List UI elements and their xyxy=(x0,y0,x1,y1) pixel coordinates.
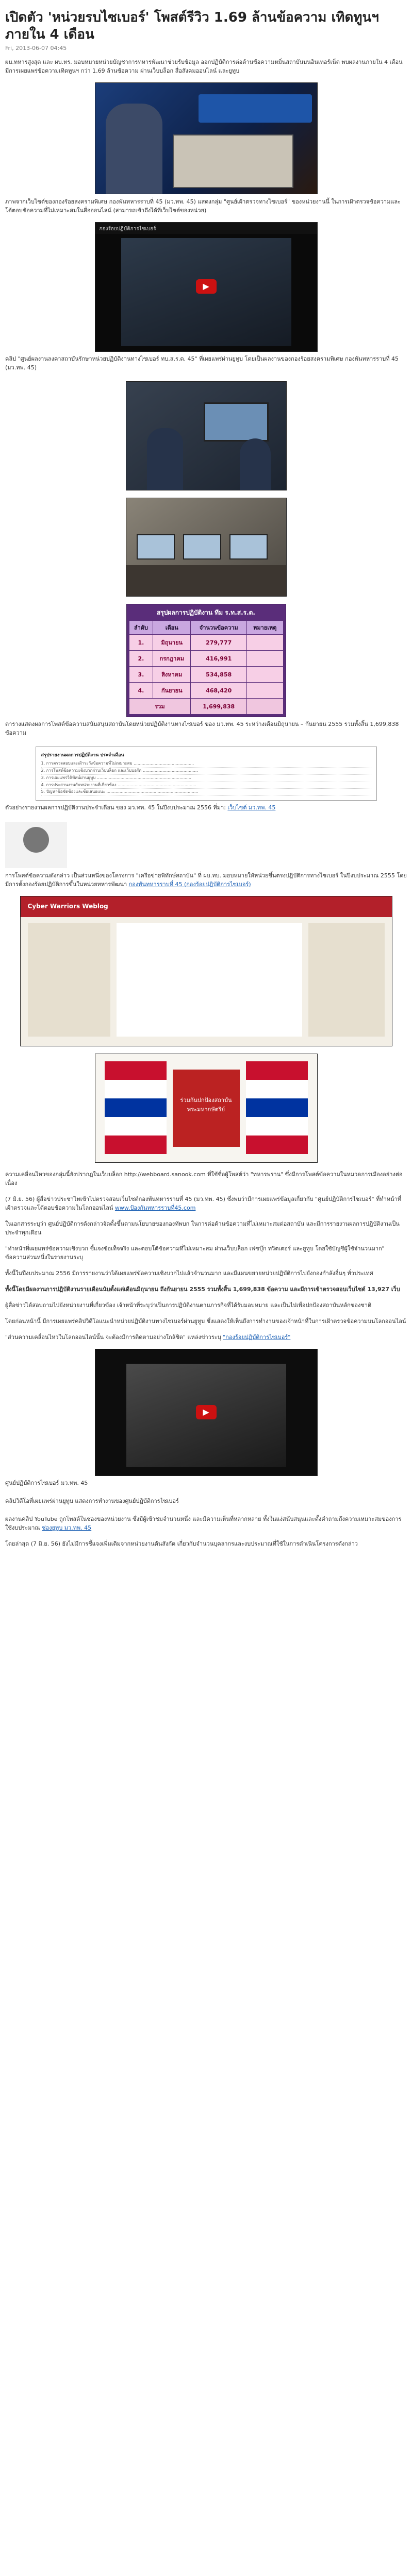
paragraph-2 xyxy=(5,871,407,889)
paragraph-4-link[interactable]: www.ป้องกันทหารราบที่45.com xyxy=(114,1204,196,1211)
caption-3 xyxy=(5,804,407,812)
doc-line: 1. การตรวจสอบและเฝ้าระวังข้อความที่ไม่เหมาะสม .............................................. xyxy=(41,760,371,768)
row-note xyxy=(247,667,283,683)
col-header: หมายเหตุ xyxy=(247,621,283,635)
row-count: 416,991 xyxy=(191,651,247,667)
monitor-screen xyxy=(173,134,293,188)
paragraph-11 xyxy=(5,1333,407,1342)
row-month: สิงหาคม xyxy=(153,667,191,683)
doc-line: 4. การประสานงานกับหน่วยงานที่เกี่ยวข้อง ............................................................ xyxy=(41,782,371,789)
video-1-title[interactable]: กองร้อยปฏิบัติการไซเบอร์ xyxy=(99,226,156,232)
col-header: จำนวนข้อความ xyxy=(191,621,247,635)
caption-3-text: ตัวอย่างรายงานผลการปฏิบัติงานประจำเดือน ของ มว.ทพ. 45 ในปีงบประมาณ 2556 ที่มา: xyxy=(5,804,226,811)
row-index: 3. xyxy=(129,667,153,683)
video-player-1[interactable] xyxy=(95,222,318,352)
paragraph-2-link[interactable]: กองพันทหารราบที่ 45 (กองร้อยปฏิบัติการไซเบอร์) xyxy=(128,880,251,888)
video-1-wrap xyxy=(5,222,407,352)
banner-image xyxy=(95,82,318,194)
paragraph-2-text: การโพสต์ข้อความดังกล่าว เป็นส่วนหนึ่งของโครงการ "เครือข่ายพิทักษ์สถาบัน" ที่ ผบ.ทบ. มอบหมายให้หน่วยขึ้นตรงปฏิบัติการทางไซเบอร์ ในปีงบประมาณ 2555 โดยมีการตั้งกองร้อยปฏิบัติการขึ้นในหน่วยทหารพัฒนา xyxy=(5,872,407,888)
photo-computer-room xyxy=(126,498,287,597)
document-wrap xyxy=(5,747,407,801)
caption-2: ตารางแสดงผลการโพสต์ข้อความสนับสนุนสถาบันโดยหน่วยปฏิบัติงานทางไซเบอร์ ของ มว.ทพ. 45 ระหว่างเดือนมิถุนายน – กันยายน 2555 รวมทั้งสิ้น 1,699,838 ข้อความ xyxy=(5,721,399,736)
video-2-title[interactable]: ศูนย์ปฏิบัติการไซเบอร์ มว.ทพ. 45 xyxy=(5,1480,88,1487)
row-note xyxy=(247,651,283,667)
row-count: 468,420 xyxy=(191,683,247,699)
weblog-main xyxy=(117,923,302,1037)
report-document-image xyxy=(36,747,377,801)
paragraph-6: "ทำหน้าที่เผยแพร่ข้อความเชิงบวก ชี้แจงข้อเท็จจริง และตอบโต้ข้อความที่ไม่เหมาะสม ผ่านเว็บบล็อก เฟซบุ๊ก ทวิตเตอร์ และยูทูบ โดยใช้บัญชีผู้ใช้จำนวนมาก" ข้อความส่วนหนึ่งในรายงานระบุ xyxy=(5,1245,385,1261)
paragraph-9: ผู้สื่อข่าวได้สอบถามไปยังหน่วยงานที่เกี่ยวข้อง เจ้าหน้าที่ระบุว่าเป็นการปฏิบัติงานตามภารกิจที่ได้รับมอบหมาย และเป็นไปเพื่อปกป้องสถาบันหลักของชาติ xyxy=(5,1302,372,1309)
paragraph-10: โดยก่อนหน้านี้ มีการเผยแพร่คลิปวิดีโอแนะนำหน่วยปฏิบัติงานทางไซเบอร์ผ่านยูทูบ ซึ่งแสดงให้เห็นถึงการทำงานของเจ้าหน้าที่ในการเฝ้าตรวจข้อความบนโลกออนไลน์ xyxy=(5,1318,406,1325)
table-row xyxy=(129,651,283,667)
desk xyxy=(126,565,286,596)
officer-figure xyxy=(106,104,162,194)
caption-1: คลิป "ศูนย์ผลงานลงคาสถาบันรักษาหน่วยปฏิบัติงานทางไซเบอร์ ทบ.ส.ร.ต. 45" ที่เผยแพร่ผ่านยูทูบ โดยเป็นผลงานของกองร้อยสงครามพิเศษ กองพันทหารราบที่ 45 (มว.ทพ. 45) xyxy=(5,355,399,371)
screen xyxy=(183,534,221,560)
screen xyxy=(229,534,268,560)
article-title: เปิดตัว 'หน่วยรบไซเบอร์' โพสต์รีวิว 1.69 ล้านข้อความ เทิดทูนฯ ภายใน 4 เดือน xyxy=(5,10,379,42)
banner-center xyxy=(173,1070,240,1147)
paragraph-4 xyxy=(5,1195,407,1212)
total-note xyxy=(247,699,283,715)
photo-officer-at-desk xyxy=(126,381,287,490)
stats-table-image xyxy=(126,604,286,717)
video-player-2[interactable] xyxy=(95,1349,318,1476)
row-note xyxy=(247,683,283,699)
paragraph-7: ทั้งนี้ในปีงบประมาณ 2556 มีการรายงานว่าได้เผยแพร่ข้อความเชิงบวกไปแล้วจำนวนมาก และมีแผนขยายหน่วยปฏิบัติการไปยังกองกำลังอื่นๆ ทั่วประเทศ xyxy=(5,1270,373,1277)
weblog-sidebar xyxy=(28,923,110,1037)
row-index: 2. xyxy=(129,651,153,667)
paragraph-4-text: (7 มิ.ย. 56) ผู้สื่อข่าวประชาไทเข้าไปตรวจสอบเว็บไซต์กองพันทหารราบที่ 45 (มว.ทพ. 45) ซึ่งพบว่ามีการเผยแพร่ข้อมูลเกี่ยวกับ "ศูนย์ปฏิบัติการไซเบอร์" ที่ทำหน้าที่เฝ้าตรวจและโต้ตอบข้อความในโลกออนไลน์ xyxy=(5,1195,401,1211)
doc-line: 2. การโพสต์ข้อความเชิงบวกผ่านเว็บบล็อก และเว็บบอร์ด .......................................... xyxy=(41,768,371,775)
unit-emblem xyxy=(5,822,67,868)
paragraph-1: ภาพจากเว็บไซต์ของกองร้อยสงครามพิเศษ กองพันทหารราบที่ 45 (มว.ทพ. 45) แสดงกลุ่ม "ศูนย์เฝ้าตรวจทางไซเบอร์" ของหน่วยงานนี้ ในการเฝ้าตรวจข้อความและโต้ตอบข้อความที่ไม่เหมาะสมในสื่อออนไลน์ (สามารถเข้าถึงได้ที่เว็บไซต์ของหน่วย) xyxy=(5,198,401,214)
row-index: 1. xyxy=(129,635,153,651)
paragraph-5: ในเอกสารระบุว่า ศูนย์ปฏิบัติการดังกล่าวจัดตั้งขึ้นตามนโยบายของกองทัพบก ในการต่อต้านข้อความที่ไม่เหมาะสมต่อสถาบัน และมีการรายงานผลการปฏิบัติงานเป็นประจำทุกเดือน xyxy=(5,1220,400,1236)
stats-table xyxy=(129,620,284,715)
weblog-screenshot xyxy=(20,896,392,1046)
total-value: 1,699,838 xyxy=(191,699,247,715)
table-row xyxy=(129,683,283,699)
monitor xyxy=(204,402,269,442)
banner-image-wrap xyxy=(5,82,407,194)
article-intro: ผบ.ทหารสูงสุด และ ผบ.ทร. มอบหมายหน่วยบัญชาการทหารพัฒนาช่วยรับข้อมูล ออกปฏิบัติการต่อต้านข้อความหมิ่นสถาบันบนอินเทอร์เน็ต พบผลงานภายใน 4 เดือน มีการเผยแพร่ข้อความเทิดทูนฯ กว่า 1.69 ล้านข้อความ ผ่านเว็บบล็อก สื่อสังคมออนไลน์ และยูทูบ xyxy=(5,59,403,75)
paragraph-12 xyxy=(5,1515,407,1532)
web-screenshot-wrap xyxy=(5,896,407,1046)
caption-4: คลิปวิดีโอที่เผยแพร่ผ่านยูทูบ แสดงการทำงานของศูนย์ปฏิบัติการไซเบอร์ xyxy=(5,1497,179,1504)
row-index: 4. xyxy=(129,683,153,699)
person-figure xyxy=(240,438,271,490)
ad-wrap xyxy=(5,1054,407,1163)
banner-band xyxy=(199,94,312,123)
paragraph-3: ความเคลื่อนไหวของกลุ่มนี้ยังปรากฏในเว็บบล็อก http://webboard.sanook.com ที่ใช้ชื่อผู้โพสต์ว่า "ทหารพราน" ซึ่งมีการโพสต์ข้อความในหมวดการเมืองอย่างต่อเนื่อง xyxy=(5,1171,403,1187)
paragraph-11-link[interactable]: "กองร้อยปฏิบัติการไซเบอร์" xyxy=(223,1334,291,1341)
doc-header: สรุปรายงานผลการปฏิบัติงาน ประจำเดือน xyxy=(41,753,124,758)
photo-1-wrap xyxy=(5,381,407,490)
thai-flag xyxy=(246,1061,308,1154)
paragraph-12-text: ผลงานคลิป YouTube ถูกโพสต์ในช่องของหน่วยงาน ซึ่งมีผู้เข้าชมจำนวนหนึ่ง และมีความเห็นที่หลากหลาย ทั้งในแง่สนับสนุนและตั้งคำถามถึงความเหมาะสมของการใช้งบประมาณ xyxy=(5,1516,402,1532)
paragraph-12-link[interactable]: ช่องยูทูบ มว.ทพ. 45 xyxy=(42,1524,92,1532)
table-row xyxy=(129,667,283,683)
caption-3-link[interactable]: เว็บไซต์ มว.ทพ. 45 xyxy=(227,804,276,811)
banner-center-text: ร่วมกันปกป้องสถาบันพระมหากษัตริย์ xyxy=(180,1096,232,1113)
play-icon[interactable]: ▶ xyxy=(196,279,217,294)
doc-line: 3. การเผยแพร่วีดิทัศน์ผ่านยูทูบ ........................................................................ xyxy=(41,775,371,782)
row-count: 279,777 xyxy=(191,635,247,651)
emblem-wrap xyxy=(5,822,407,868)
paragraph-11-text: "ส่วนความเคลื่อนไหวในโลกออนไลน์นั้น จะต้องมีการติดตามอย่างใกล้ชิด" แหล่งข่าวระบุ xyxy=(5,1334,221,1341)
video-2-wrap xyxy=(5,1349,407,1476)
col-header: ลำดับ xyxy=(129,621,153,635)
screen xyxy=(137,534,175,560)
emblem-icon xyxy=(23,827,49,853)
row-month: กันยายน xyxy=(153,683,191,699)
flag-banner-image xyxy=(95,1054,318,1163)
doc-line: 5. ปัญหาข้อขัดข้องและข้อเสนอแนะ ...................................................................... xyxy=(41,789,371,796)
article xyxy=(5,0,407,1561)
row-month: กรกฎาคม xyxy=(153,651,191,667)
table-total-row xyxy=(129,699,283,715)
weblog-title: Cyber Warriors Weblog xyxy=(27,902,108,910)
table-row xyxy=(129,635,283,651)
total-label: รวม xyxy=(129,699,191,715)
stats-table-wrap xyxy=(5,604,407,717)
row-note xyxy=(247,635,283,651)
paragraph-8: ทั้งนี้โดยมีผลงานการปฏิบัติงานรายเดือนนับตั้งแต่เดือนมิถุนายน ถึงกันยายน 2555 รวมทั้งสิ้น 1,699,838 ข้อความ และมีการเข้าตรวจสอบเว็บไซต์ 13,927 เว็บ xyxy=(5,1286,400,1293)
play-icon[interactable]: ▶ xyxy=(196,1405,217,1419)
thai-flag xyxy=(105,1061,167,1154)
stats-table-title: สรุปผลการปฏิบัติงาน ทีม ร.ท.ส.ร.ต. xyxy=(157,609,255,617)
weblog-right xyxy=(308,923,385,1037)
article-date: Fri, 2013-06-07 04:45 xyxy=(5,45,67,52)
person-figure xyxy=(147,428,183,490)
col-header: เดือน xyxy=(153,621,191,635)
row-month: มิถุนายน xyxy=(153,635,191,651)
row-count: 534,858 xyxy=(191,667,247,683)
photo-2-wrap xyxy=(5,498,407,597)
paragraph-13: โดยล่าสุด (7 มิ.ย. 56) ยังไม่มีการชี้แจงเพิ่มเติมจากหน่วยงานต้นสังกัด เกี่ยวกับจำนวนบุคลากรและงบประมาณที่ใช้ในการดำเนินโครงการดังกล่าว xyxy=(5,1540,358,1548)
